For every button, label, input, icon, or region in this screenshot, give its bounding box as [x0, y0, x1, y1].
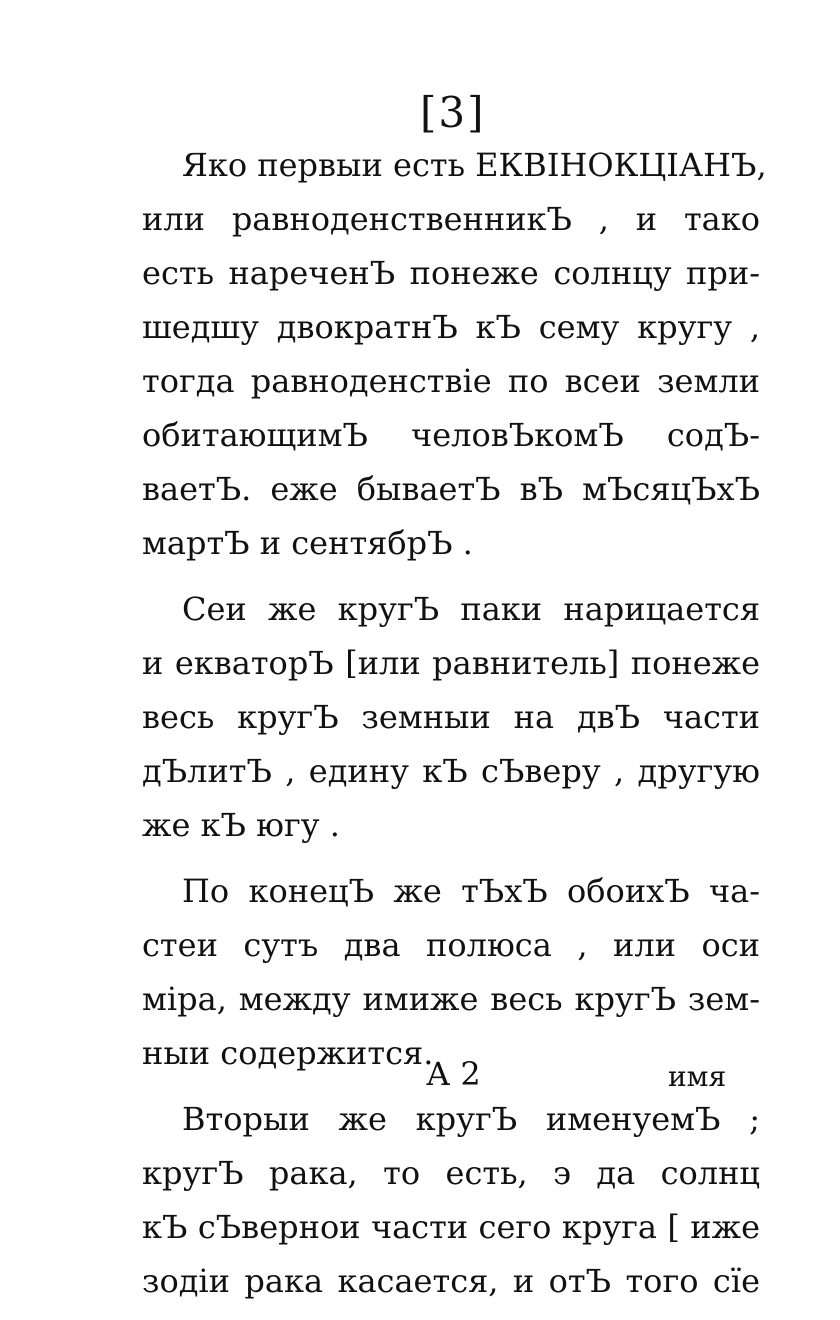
text-line: По конецЪ же тЪхЪ обоихЪ ча-	[182, 872, 760, 910]
text-line: кругЪ рака, то есть, э да солнц	[142, 1154, 760, 1192]
text-line: или равноденственникЪ , и тако	[142, 200, 760, 238]
text-line: ваетЪ. еже бываетЪ вЪ мЪсяцЪхЪ	[142, 470, 760, 508]
paragraph-3	[142, 864, 760, 1080]
text-line: весь кругЪ земныи на двЪ части	[142, 698, 760, 736]
paragraph-2	[142, 582, 760, 852]
text-line: шедшу двократнЪ кЪ сему кругу ,	[142, 308, 760, 346]
text-line: міра, между имиже весь кругЪ зем-	[142, 980, 760, 1018]
text-line: зодіи рака касается, и отЪ того сїе	[142, 1262, 760, 1300]
text-line: ныи содержится.	[142, 1034, 434, 1072]
text-line: же кЪ югу .	[142, 806, 340, 844]
signature-mark: А 2	[426, 1055, 481, 1093]
page-number: [3]	[420, 88, 486, 137]
text-line: Яко первыи есть ЕКВІНОКЦІАНЪ,	[182, 146, 767, 184]
text-line: обитающимЪ человЪкомЪ содЪ-	[142, 416, 760, 454]
catchword: имя	[668, 1060, 727, 1093]
paragraph-1	[142, 138, 767, 570]
text-line: есть нареченЪ понеже солнцу при-	[142, 254, 760, 292]
page-text	[142, 138, 767, 1320]
text-line: стеи сутъ два полюса , или оси	[142, 926, 760, 964]
text-line: мартЪ и сентябрЪ .	[142, 524, 473, 562]
text-line: тогда равноденствіе по всеи земли	[142, 362, 760, 400]
paragraph-4	[142, 1092, 760, 1308]
text-line: кЪ сЪвернои части сего круга [ иже	[142, 1208, 760, 1246]
text-line: Сеи же кругЪ паки нарицается	[182, 590, 760, 628]
text-line: дЪлитЪ , едину кЪ сЪверу , другую	[142, 752, 760, 790]
text-line: и екваторЪ [или равнитель] понеже	[142, 644, 760, 682]
text-line: Вторыи же кругЪ именуемЪ ;	[182, 1100, 760, 1138]
